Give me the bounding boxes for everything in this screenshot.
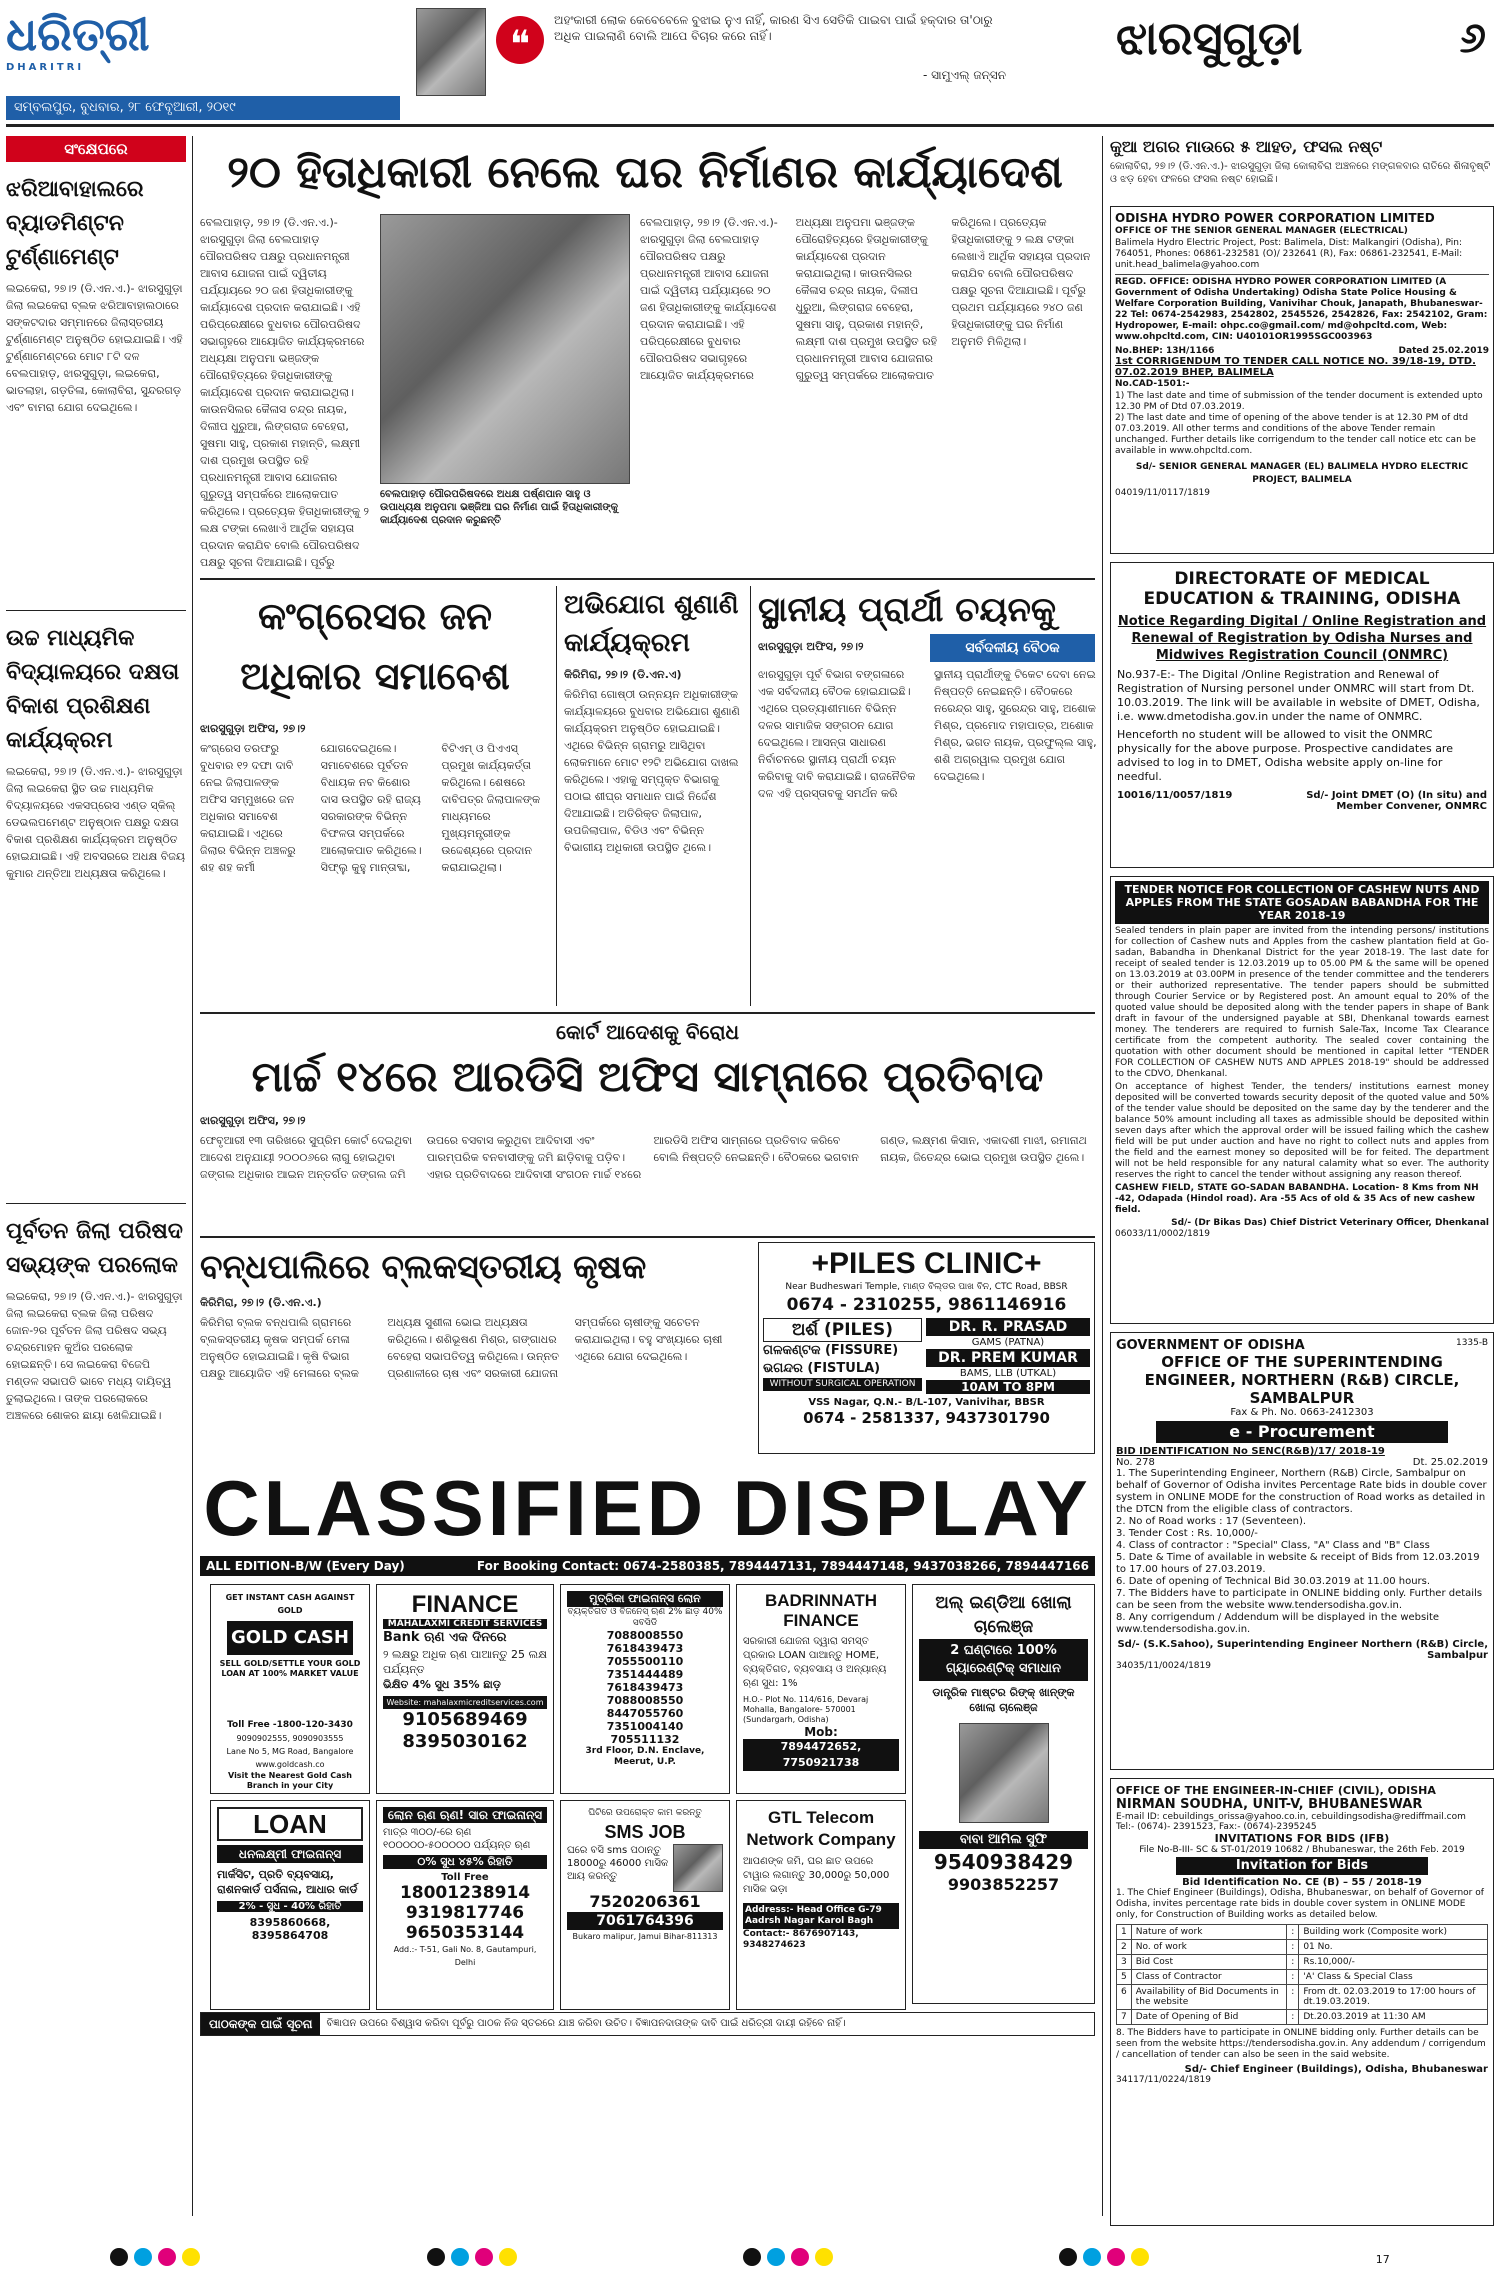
mutra-phone[interactable]: 7351444489 (606, 1668, 684, 1681)
story-rule (200, 1012, 1095, 1014)
allindia-ad (912, 1584, 1095, 2004)
rb-code: 34035/11/0024/1819 (1116, 1661, 1211, 1671)
brief-column (6, 136, 186, 2216)
badrinath-mob-label: Mob: (804, 1725, 838, 1739)
eic-bid-cell: Nature of work (1131, 1925, 1287, 1940)
cashew-title: TENDER NOTICE FOR COLLECTION OF CASHEW NUTS AND APPLES FROM THE STATE GOSADAN BABANDHA FOR THE YEAR 2018-19 (1115, 881, 1489, 924)
eic-intro: 1. The Chief Engineer (Buildings), Odisha, Bhubaneswar, on behalf of Governor of Odisha, invites percentage rate bids in double cover system in ONLINE MODE only, for Construction of Building works as detailed below. (1116, 1888, 1484, 1920)
rb-point: 2. No of Road works : 17 (Seventeen). (1116, 1516, 1307, 1527)
ohpc-cad: No.CAD-1501:- (1115, 379, 1190, 389)
dmet-code: 10016/11/0057/1819 (1117, 790, 1233, 801)
piles-clinic-ad (758, 1242, 1095, 1454)
badrinath-addr: H.O.- Plot No. 114/616, Devaraj Mohalla, Bangalore- 570001 (Sundargarh, Odisha) (743, 1695, 869, 1724)
finance-phone-1[interactable]: 9105689469 (402, 1709, 528, 1730)
piles-item: ଅର୍ଶ (PILES) (763, 1318, 922, 1342)
classified-banner (200, 1460, 1095, 1580)
mutra-line: ବ୍ୟକ୍ତିଗତ ଓ ବିଜନେସ୍ ଋଣ 2% ଛାଡ଼ 40% ସବସିଡି (567, 1607, 723, 1628)
dmet-body-2: Henceforth no student will be allowed to visit the ONMRC physically for the above purpose. Prospective candidates are advised to log in to DMET, Odisha website apply on-line for needful. (1117, 728, 1453, 783)
eic-bid-cell: Rs.10,000/- (1299, 1955, 1488, 1970)
eic-bid-cell: : (1287, 1955, 1299, 1970)
reader-notice (200, 2012, 1095, 2036)
eic-title: OFFICE OF THE ENGINEER-IN-CHIEF (CIVIL), ODISHA (1116, 1784, 1436, 1797)
quote-text: ଅହଂକାରୀ ଲୋକ କେବେବେଳେ ବୁଝାଇ ନୁଏ ନାହିଁ, କାରଣ ସିଏ ସେତିକି ପାଇବା ପାଇଁ ହକ୍‌ଦାର ତା'ଠାରୁ ଅଧିକ ପାଇଲାଣି ବୋଲି ଆପେ ବିଚାର କରେ ନାହିଁ। (554, 13, 993, 43)
rb-fax: Fax & Ph. No. 0663-2412303 (1230, 1407, 1374, 1418)
eic-bid-cell: : (1287, 2010, 1299, 2025)
mutra-title: ମୁତ୍ରିକା ଫାଇନାନ୍ସ ଲୋନ (567, 1591, 723, 1607)
ohpc-tender (1110, 206, 1494, 554)
piles-timing: 10AM TO 8PM (926, 1380, 1090, 1394)
register-mark (110, 2248, 206, 2270)
rb-no: No. 278 (1116, 1457, 1155, 1468)
badrinath-ad (736, 1584, 906, 1794)
eic-email: E-mail ID: cebuildings_orissa@yahoo.co.in, cebuildingsodisha@rediffmail.com (1116, 1812, 1466, 1822)
column-rule (192, 136, 193, 2216)
eic-bid-cell: Dt.20.03.2019 at 11:30 AM (1299, 2010, 1488, 2025)
farmers-dateline: କିରିମିରା, ୨୭।୨ (ଡି.ଏନ.ଏ.) (200, 1296, 322, 1309)
mutra-phone[interactable]: 7088008550 (606, 1694, 684, 1707)
eic-bid-cell: 1 (1117, 1925, 1132, 1940)
grievance-dateline: କିରିମିରା, ୨୭।୨ (ଡି.ଏନ.ଏ) (564, 668, 682, 681)
eic-bid-id: Bid Identification No. CE (B) – 55 / 2018-19 (1182, 1877, 1422, 1888)
protest-headline: ମାର୍ଚ୍ଚ ୧୪ରେ ଆରଡିସି ଅଫିସ ସାମ୍ନାରେ ପ୍ରତିବାଦ (251, 1052, 1044, 1101)
ohpc-address: Balimela Hydro Electric Project, Post: Balimela, Dist: Malkangiri (Odisha), Pin: 764051, Phones: 06861-232581 (O)/ 232641 (R), Fax: 06861-232541, E-Mail: unit.head_balimela@yahoo.com (1115, 238, 1463, 270)
gtl-addr: Address:- Head Office G-79 Aadrsh Nagar Karol Bagh (743, 1903, 899, 1929)
sms-phone-2[interactable]: 7061764396 (567, 1912, 723, 1930)
eic-bid-cell: 01 No. (1299, 1940, 1488, 1955)
finance-line2: ୨ ଲକ୍ଷରୁ ଅଧିକ ଋଣ ପାଆନ୍ତୁ 25 ଲକ୍ଷ ପର୍ଯ୍ୟନ୍ତ (383, 1648, 547, 1676)
cashew-body-2: On acceptance of highest Tender, the tenders/ institutions earnest money deposited will be converted towards security deposit of the quoted value and 50% of the tender value should be deposited on the same day by the tenderer and the balance 50% amount including all taxes as admissible should be deposited within seven days after which the approval order will be issued failing which the cashew field will be put under auction and have no right to collect nuts and apples from the field and the earnest money so deposited will be for feited. The department will not be held responsible for any natural calamity what so ever. The authority reserves the right to cancel the tender without assigning any reason thereof. (1115, 1082, 1489, 1180)
loan-title: LOAN (217, 1807, 363, 1841)
rb-date: Dt. 25.02.2019 (1412, 1457, 1488, 1468)
piles-phone[interactable]: 0674 - 2310255, 9861146916 (786, 1295, 1067, 1315)
eic-bid-cell: Date of Opening of Bid (1131, 2010, 1287, 2025)
cashew-sign: Sd/- (Dr Bikas Das) Chief District Veterinary Officer, Dhenkanal (1171, 1218, 1489, 1228)
lonrun-title: ଲୋନ ଋଣ ଋଣ! ସାର ଫାଇନାନ୍ସ (383, 1807, 547, 1823)
protest-kicker: କୋର୍ଟ ଆଦେଶକୁ ବିରୋଧ (555, 1020, 740, 1044)
fire-headline: କୁଆ ଅଗର ମାଉରେ ୫ ଆହତ, ଫସଲ ନଷ୍ଟ (1110, 137, 1383, 156)
loan-line: ମାର୍କସିଟ, ପ୍ରତି ବ୍ୟବସାୟ, ରାଶନକାର୍ଡ ପର୍ସନାଲ, ଆଧାର କାର୍ଡ (217, 1868, 358, 1896)
loan-rate: 2% - ସୁଧ - 40% ରିହାତି (217, 1901, 363, 1912)
piles-note: WITHOUT SURGICAL OPERATION (763, 1378, 922, 1391)
eic-bid-table (1116, 1924, 1488, 2025)
gtl-body: ଆପଣଙ୍କ ଜମି, ଘର ଛାତ ଉପରେ ଟାୱାର ଲଗାନ୍ତୁ 30,000ରୁ 50,000 ମାସିକ ଭଡ଼ା (743, 1856, 890, 1895)
sms-ad (560, 1800, 730, 2010)
logo-english: DHARITRI (6, 62, 85, 73)
eic-bid-row (1117, 1925, 1488, 1940)
section-title: ଝାରସୁଗୁଡ଼ା (1116, 11, 1303, 65)
mutra-phone[interactable]: 8447055760 (606, 1707, 684, 1720)
eic-bid-cell: 5 (1117, 1970, 1132, 1985)
page-number: ୬ (1459, 13, 1486, 62)
piles-doctor-2: DR. PREM KUMAR (926, 1349, 1090, 1367)
top-story-headline: ୨୦ ହିତାଧିକାରୀ ନେଲେ ଘର ନିର୍ମାଣର କାର୍ଯ୍ୟାଦେଶ (227, 147, 1063, 198)
ohpc-sub: OFFICE OF THE SENIOR GENERAL MANAGER (ELECTRICAL) (1115, 226, 1408, 236)
rb-point: 6. Date of opening of Technical Bid 30.03.2019 at 11.00 hours. (1116, 1576, 1431, 1587)
fire-body: କୋଲାବିରା, ୨୭।୨ (ଡି.ଏନ.ଏ.)- ଝାରସୁଗୁଡ଼ା ଜିଲା କୋଲାବିରା ଅଞ୍ଚଳରେ ମଙ୍ଗଳବାର ରାତିରେ ଶିଳାବୃଷ୍ଟି ଓ ଝଡ଼ ହେବା ଫଳରେ ଫସଲ ନଷ୍ଟ ହୋଇଛି। (1110, 161, 1491, 185)
top-story-body-continued: ବେଲପାହାଡ଼, ୨୭।୨ (ଡି.ଏନ.ଏ.)- ଝାରସୁଗୁଡ଼ା ଜିଲା ବେଲପାହାଡ଼ ପୌରପରିଷଦ ପକ୍ଷରୁ ପ୍ରଧାନମନ୍ତ୍ରୀ ଆବାସ ଯୋଜନା ପାଇଁ ଦ୍ୱିତୀୟ ପର୍ଯ୍ୟାୟରେ ୨୦ ଜଣ ହିତାଧିକାରୀଙ୍କୁ କାର୍ଯ୍ୟାଦେଶ ପ୍ରଦାନ କରାଯାଇଛି। ଏହି ପରିପ୍ରେକ୍ଷୀରେ ବୁଧବାର ପୌରପରିଷଦ ସଭାଗୃହରେ ଆୟୋଜିତ କାର୍ଯ୍ୟକ୍ରମରେ ଅଧ୍ୟକ୍ଷା ଅନୁପମା ଭଞ୍ଜଙ୍କ ପୌରୋହିତ୍ୟରେ ହିତାଧିକାରୀଙ୍କୁ କାର୍ଯ୍ୟାଦେଶ ପ୍ରଦାନ କରାଯାଇଥିଲା। କାଉନସିଲର କୈଳାସ ଚନ୍ଦ୍ର ନାୟକ, ଦିଲୀପ ଧୁରୁଆ, ଲିଙ୍ଗରାଜ ବେହେରା, ସୁଷମା ସାହୁ, ପ୍ରକାଶ ମହାନ୍ତି, ଲକ୍ଷ୍ମୀ ଦାଶ ପ୍ରମୁଖ ଉପସ୍ଥିତ ରହି ପ୍ରଧାନମନ୍ତ୍ରୀ ଆବାସ ଯୋଜନାର ଗୁରୁତ୍ୱ ସମ୍ପର୍କରେ ଆଲୋକପାତ କରିଥିଲେ। ପ୍ରତ୍ୟେକ ହିତାଧିକାରୀଙ୍କୁ ୨ ଲକ୍ଷ ଟଙ୍କା ଲେଖାଏଁ ଆର୍ଥିକ ସହାୟତା ପ୍ରଦାନ କରାଯିବ ବୋଲି ପୌରପରିଷଦ ପକ୍ଷରୁ ସୂଚନା ଦିଆଯାଇଛି। ପୂର୍ବରୁ ପ୍ରଥମ ପର୍ଯ୍ୟାୟରେ ୨୪୦ ଜଣ ହିତାଧିକାରୀଙ୍କୁ ଘର ନିର୍ମାଣ ଅନୁମତି ମିଳିଥିଲା। (640, 216, 1091, 382)
brief-title: ଝରିଆବାହାଲରେ ବ୍ୟାଡମିଣ୍ଟନ ଟୁର୍ଣ୍ଣାମେଣ୍ଟ (6, 176, 144, 270)
mutra-phone[interactable]: 705511132 (610, 1733, 680, 1746)
mutra-ad (560, 1584, 730, 1794)
loan-ad (210, 1800, 370, 2010)
badrinath-body: ସରକାରୀ ଯୋଜନା ଦ୍ୱାରା ସମସ୍ତ ପ୍ରକାର LOAN ପାଆନ୍ତୁ HOME, ବ୍ୟକ୍ତିଗତ, ବ୍ୟବସାୟ ଓ ଅନ୍ୟାନ୍ୟ ଋଣ ସୁଧ: 1% (743, 1636, 887, 1689)
ohpc-title: ODISHA HYDRO POWER CORPORATION LIMITED (1115, 211, 1435, 225)
loan-phones[interactable]: 8395860668, 8395864708 (249, 1916, 331, 1942)
brief-title: ଉଚ୍ଚ ମାଧ୍ୟମିକ ବିଦ୍ୟାଳୟରେ ଦକ୍ଷତା ବିକାଶ ପ୍ରଶିକ୍ଷଣ କାର୍ଯ୍ୟକ୍ରମ (6, 625, 180, 753)
finance-sub: MAHALAXMI CREDIT SERVICES (383, 1619, 547, 1629)
lonrun-phone[interactable]: 9319817746 (405, 1903, 525, 1923)
author-portrait (416, 8, 486, 96)
finance-title: FINANCE (411, 1591, 519, 1618)
allindia-line: 2 ଘଣ୍ଟାରେ 100% ଗ୍ୟାରେଣ୍ଟିକ୍ ସମାଧାନ (919, 1639, 1088, 1681)
quote-author: - ସାମୁଏଲ୍ ଜନ୍‌ସନ (922, 68, 1006, 82)
lonrun-addr: Add.:- T-51, Gali No. 8, Gautampuri, Delhi (393, 1945, 537, 1967)
sms-pre: ଘିଟିରେ ଉପରୋକ୍ତ କାମ କରନ୍ତୁ (588, 1808, 702, 1818)
logo-text: ଧରିତ୍ରୀ (6, 7, 150, 61)
piles-doctor-1-qual: GAMS (PATNA) (971, 1337, 1045, 1348)
ohpc-regd: REGD. OFFICE: ODISHA HYDRO POWER CORPORATION LIMITED (A Government of Odisha Undertaking) Odisha State Police Housing & Welfare Corporation Building, Vanivihar Chouk, Janapath, Bhubaneswar-22 Tel: 0674-2542983, 2542802, 2545526, 2542826, Fax: 2542102, Gram: Hydropower, E-mail: ohpc.co@gmail.com/ md@ohpcltd.com, Web: www.ohpcltd.com, CIN: U40101OR1995SGC003963 (1115, 274, 1489, 343)
rb-title: GOVERNMENT OF ODISHA (1116, 1338, 1305, 1353)
sms-phone[interactable]: 7520206361 (589, 1892, 701, 1911)
eic-foot: 8. The Bidders have to participate in ONLINE bidding only. Further details can be seen from the website https://tendersodisha.gov.in. Any addendum / corrigendum / cancellation of tender can also be seen in the said website. (1116, 2028, 1486, 2060)
rb-point: 3. Tender Cost : Rs. 10,000/- (1116, 1528, 1258, 1539)
cashew-field: CASHEW FIELD, STATE GO-SADAN BABANDHA. Location- 8 Kms from NH -42, Odapada (Hindol road). Ara -55 Acs of old & 35 Acs of new cashew field. (1115, 1183, 1479, 1215)
goldcash-line: SELL GOLD/SETTLE YOUR GOLD LOAN AT 100% MARKET VALUE (219, 1659, 361, 1678)
protest-dateline: ଝାରସୁଗୁଡ଼ା ଅଫିସ, ୨୭।୨ (200, 1114, 306, 1127)
eic-bid-cell: Class of Contractor (1131, 1970, 1287, 1985)
dmet-notice (1110, 562, 1494, 868)
reader-notice-label: ପାଠକଙ୍କ ପାଇଁ ସୂଚନା (201, 2013, 320, 2035)
ohpc-ref: No.BHEP: 13H/1166 (1115, 346, 1215, 356)
rb-point: 4. Class of contractor : "Special" Class, "A" Class and "B" Class (1116, 1540, 1430, 1551)
mutra-phone[interactable]: 7088008550 (606, 1629, 684, 1642)
finance-line3: ଭିକ୍ଷିତ 4% ସୁଧ 35% ଛାଡ଼ (383, 1678, 501, 1691)
lonrun-tollfree: Toll Free (441, 1872, 489, 1883)
eic-file: File No-B-III- SC & ST-01/2019 10682 / Bhubaneswar, the 26th Feb. 2019 (1139, 1845, 1465, 1855)
goldcash-top: GET INSTANT CASH AGAINST GOLD (225, 1593, 355, 1615)
top-story-body: ବେଲପାହାଡ଼, ୨୭।୨ (ଡି.ଏନ.ଏ.)- ଝାରସୁଗୁଡ଼ା ଜିଲା ବେଲପାହାଡ଼ ପୌରପରିଷଦ ପକ୍ଷରୁ ପ୍ରଧାନମନ୍ତ୍ରୀ ଆବାସ ଯୋଜନା ପାଇଁ ଦ୍ୱିତୀୟ ପର୍ଯ୍ୟାୟରେ ୨୦ ଜଣ ହିତାଧିକାରୀଙ୍କୁ କାର୍ଯ୍ୟାଦେଶ ପ୍ରଦାନ କରାଯାଇଛି। ଏହି ପରିପ୍ରେକ୍ଷୀରେ ବୁଧବାର ପୌରପରିଷଦ ସଭାଗୃହରେ ଆୟୋଜିତ କାର୍ଯ୍ୟକ୍ରମରେ ଅଧ୍ୟକ୍ଷା ଅନୁପମା ଭଞ୍ଜଙ୍କ ପୌରୋହିତ୍ୟରେ ହିତାଧିକାରୀଙ୍କୁ କାର୍ଯ୍ୟାଦେଶ ପ୍ରଦାନ କରାଯାଇଥିଲା। କାଉନସିଲର କୈଳାସ ଚନ୍ଦ୍ର ନାୟକ, ଦିଲୀପ ଧୁରୁଆ, ଲିଙ୍ଗରାଜ ବେହେରା, ସୁଷମା ସାହୁ, ପ୍ରକାଶ ମହାନ୍ତି, ଲକ୍ଷ୍ମୀ ଦାଶ ପ୍ରମୁଖ ଉପସ୍ଥିତ ରହି ପ୍ରଧାନମନ୍ତ୍ରୀ ଆବାସ ଯୋଜନାର ଗୁରୁତ୍ୱ ସମ୍ପର୍କରେ ଆଲୋକପାତ କରିଥିଲେ। ପ୍ରତ୍ୟେକ ହିତାଧିକାରୀଙ୍କୁ ୨ ଲକ୍ଷ ଟଙ୍କା ଲେଖାଏଁ ଆର୍ଥିକ ସହାୟତା ପ୍ରଦାନ କରାଯିବ ବୋଲି ପୌରପରିଷଦ ପକ୍ଷରୁ ସୂଚନା ଦିଆଯାଇଛି। ପୂର୍ବରୁ (200, 216, 370, 569)
eic-bid-cell: 3 (1117, 1955, 1132, 1970)
classified-booking[interactable]: For Booking Contact: 0674-2580385, 7894447131, 7894447148, 9437038266, 7894447166 (476, 1559, 1089, 1573)
finance-web[interactable]: Website: mahalaxmicreditservices.com (383, 1696, 547, 1709)
piles-doctor-1: DR. R. PRASAD (926, 1318, 1090, 1336)
rb-banner: e - Procurement (1156, 1421, 1448, 1443)
cashew-body: Sealed tenders in plain paper are invited from the intending persons/ institutions for collection of Cashew nuts and Apples from the cashew plantation field at Go-sadan, Babandha in Dhenkanal District for the year 2018-19. The last date for receipt of sealed tender is 12.03.2019 up to 05.00 PM & the same will be opened on 13.03.2019 at 03.00PM in presence of the tender committee and the tenderers or their authorized representative. The tender papers should be submitted through Courier Service or by Registered post. An amount equal to 20% of the quoted value should be deposited along with the tender papers in shape of Bank draft in favour of the undersigned payable at SBI, Dhenkanal towards earnest money. The tenderers are required to furnish Sale-Tax, Income Tax Clearance certificate from the competent authority. The sealed cover containing the quotation with other document should be mentioned in capital letter "TENDER FOR COLLECTION OF CASHEW NUTS AND APPLES 2018-19" should be addressed to the CDVO, Dhenkanal. (1115, 926, 1489, 1079)
mutra-phone-list (567, 1629, 723, 1746)
goldcash-web[interactable]: www.goldcash.co (255, 1760, 325, 1769)
register-mark (1059, 2248, 1155, 2270)
registration-marks (0, 2244, 1500, 2274)
quote-mark-icon: ❝ (496, 16, 544, 64)
brief-body: ଲଇକେରା, ୨୭।୨ (ଡି.ଏନ.ଏ.)- ଝାରସୁଗୁଡ଼ା ଜିଲା ଲଇକେରା ବ୍ଲକ ଜିଲା ପରିଷଦ ଜୋନ-୨ର ପୂର୍ବତନ ଜିଲା ପରିଷଦ ସଭ୍ୟ ଚନ୍ଦ୍ରମୋହନ କୁଅଁର ପରଲୋକ ହୋଇଛନ୍ତି। ସେ ଲଇକେରା ବିଜେପି ମଣ୍ଡଳ ସଭାପତି ଭାବେ ମଧ୍ୟ ଦାୟିତ୍ୱ ତୁଲାଇଥିଲେ। ତାଙ୍କ ପରଲୋକରେ ଅଞ୍ଚଳରେ ଶୋକର ଛାୟା ଖେଳିଯାଇଛି। (6, 1290, 183, 1422)
column-rule (1102, 136, 1103, 2216)
eic-invite: INVITATIONS FOR BIDS (IFB) (1214, 1832, 1390, 1845)
congress-dateline: ଝାରସୁଗୁଡ଼ା ଅଫିସ, ୨୭।୨ (200, 722, 306, 735)
grievance-body: କିରିମିରା ଗୋଷ୍ଠୀ ଉନ୍ନୟନ ଅଧିକାରୀଙ୍କ କାର୍ଯ୍ୟାଳୟରେ ବୁଧବାର ଅଭିଯୋଗ ଶୁଣାଣି କାର୍ଯ୍ୟକ୍ରମ ଅନୁଷ୍ଠିତ ହୋଇଯାଇଛି। ଏଥିରେ ବିଭିନ୍ନ ଗ୍ରାମରୁ ଆସିଥିବା ଲୋକମାନେ ମୋଟ ୧୨ଟି ଅଭିଯୋଗ ଦାଖଲ କରିଥିଲେ। ଏହାକୁ ସମ୍ପୃକ୍ତ ବିଭାଗକୁ ପଠାଇ ଶୀଘ୍ର ସମାଧାନ ପାଇଁ ନିର୍ଦ୍ଦେଶ ଦିଆଯାଇଛି। ଅତିରିକ୍ତ ଜିଲାପାଳ, ଉପଜିଲାପାଳ, ବିଡିଓ ଏବଂ ବିଭିନ୍ନ ବିଭାଗୀୟ ଅଧିକାରୀ ଉପସ୍ଥିତ ଥିଲେ। (564, 688, 740, 854)
lonrun-phone[interactable]: 18001238914 (399, 1883, 531, 1903)
cashew-code: 06033/11/0002/1819 (1115, 1229, 1210, 1239)
ohpc-code: 04019/11/0117/1819 (1115, 488, 1210, 498)
eic-bid-cell: 2 (1117, 1940, 1132, 1955)
rb-code-tr: 1335-B (1455, 1338, 1488, 1348)
lonrun-phone[interactable]: 9650353144 (405, 1923, 525, 1943)
grievance-headline: ଅଭିଯୋଗ ଶୁଣାଣି କାର୍ଯ୍ୟକ୍ରମ (564, 590, 739, 658)
eic-bid-cell: 'A' Class & Special Class (1299, 1970, 1488, 1985)
sms-body: ଘରେ ବସି sms ପଠାନ୍ତୁ 18000ରୁ 46000 ମାସିକ ଆୟ କରନ୍ତୁ (567, 1845, 669, 1882)
brief-item (6, 172, 186, 600)
piles-address: Near Budheswari Temple, ମାଣ୍ଡ ବିଲ୍ଡର ପାଖ ବିନ, CTC Road, BBSR (785, 1282, 1068, 1292)
protest-body: ଫେବୃଆରୀ ୧୩ ତାରିଖରେ ସୁପ୍ରିମ କୋର୍ଟ ଦେଇଥିବା ଆଦେଶ ଅନୁଯାୟୀ ୨୦୦୦୬ରେ ଲାଗୁ ହୋଇଥିବା ଜଙ୍ଗଲ ଅଧିକାର ଆଇନ ଅନ୍ତର୍ଗତ ଜଙ୍ଗଲ ଜମି ଉପରେ ବସବାସ କରୁଥିବା ଆଦିବାସୀ ଏବଂ ପାରମ୍ପରିକ ବନବାସୀଙ୍କୁ ଜମି ଛାଡ଼ିବାକୁ ପଡ଼ିବ। ଏହାର ପ୍ରତିବାଦରେ ଆଦିବାସୀ ସଂଗଠନ ମାର୍ଚ୍ଚ ୧୪ରେ ଆରଡିସି ଅଫିସ ସାମ୍ନାରେ ପ୍ରତିବାଦ କରିବେ ବୋଲି ନିଷ୍ପତ୍ତି ନେଇଛନ୍ତି। ବୈଠକରେ ଭଗବାନ ଗଣ୍ଡ, ଲକ୍ଷ୍ମଣ କିସାନ, ଏକାଦଶୀ ମାଝୀ, ରମାନାଥ ନାୟକ, ଜିତେନ୍ଦ୍ର ଭୋଇ ପ୍ରମୁଖ ଉପସ୍ଥିତ ଥିଲେ। (200, 1134, 1087, 1181)
eic-code: 34117/11/0224/1819 (1116, 2075, 1211, 2085)
classified-bar (200, 1556, 1095, 1576)
mutra-phone[interactable]: 7351004140 (606, 1720, 684, 1733)
piles-doctor-2-qual: BAMS, LLB (UTKAL) (959, 1368, 1057, 1379)
sms-photo (673, 1844, 723, 1892)
candidate-tag: ସର୍ବଦଳୀୟ ବୈଠକ (930, 634, 1095, 662)
eic-sub: NIRMAN SOUDHA, UNIT-V, BHUBANESWAR (1116, 1797, 1423, 1812)
ohpc-point: 1) The last date and time of submission of the tender document is extended upto 12.30 PM of Dtd 07.03.2019. (1115, 391, 1483, 412)
eic-bid-cell: : (1287, 1985, 1299, 2010)
goldcash-tollfree[interactable]: Toll Free -1800-120-3430 (227, 1720, 353, 1730)
eic-bid-cell: : (1287, 1970, 1299, 1985)
rb-sign: Sd/- (S.K.Sahoo), Superintending Engineer Northern (R&B) Circle, Sambalpur (1117, 1639, 1488, 1661)
piles-title: +PILES CLINIC+ (811, 1247, 1042, 1280)
mutra-phone[interactable]: 7055500110 (606, 1655, 684, 1668)
brief-body: ଲଇକେରା, ୨୭।୨ (ଡି.ଏନ.ଏ.)- ଝାରସୁଗୁଡ଼ା ଜିଲା ଲଇକେରା ସ୍ଥିତ ଉଚ୍ଚ ମାଧ୍ୟମିକ ବିଦ୍ୟାଳୟରେ ଏକସପ୍ରେସ ଏଣ୍ଡ ସ୍କିଲ୍ ଡେଭଲପମେଣ୍ଟ ଅନୁଷ୍ଠାନ ପକ୍ଷରୁ ଦକ୍ଷତା ବିକାଶ ପ୍ରଶିକ୍ଷଣ କାର୍ଯ୍ୟକ୍ରମ ଅନୁଷ୍ଠିତ ହୋଇଯାଇଛି। ଏହି ଅବସରରେ ଅଧକ୍ଷ ବିଜୟ କୁମାର ଥନ୍ତିଆ ଅଧ୍ୟକ୍ଷତା କରିଥିଲେ। (6, 765, 185, 880)
column-rule (750, 586, 751, 1006)
brief-label: ସଂକ୍ଷେପରେ (6, 136, 186, 162)
gtl-ad (736, 1800, 906, 2010)
rb-point: 1. The Superintending Engineer, Northern (R&B) Circle, Sambalpur on behalf of Governor of Odisha invites Percentage Rate bids in double cover system in ONLINE MODE for the construction of Road works as detailed in the DTCN from the eligible class of contractors. (1116, 1468, 1487, 1515)
badrinath-mob[interactable]: 7894472652, 7750921738 (743, 1739, 899, 1771)
brief-item (6, 621, 186, 1193)
sms-addr: Bukaro malipur, Jamui Bihar-811313 (572, 1932, 718, 1941)
finance-ad (376, 1584, 554, 1794)
classified-edition: ALL EDITION-B/W (Every Day) (206, 1559, 405, 1573)
ohpc-sign: Sd/- SENIOR GENERAL MANAGER (EL) BALIMELA HYDRO ELECTRIC PROJECT, BALIMELA (1135, 462, 1469, 485)
allindia-phone-2[interactable]: 9903852257 (947, 1875, 1060, 1894)
piles-address-2: VSS Nagar, Q.N.- B/L-107, Vanivihar, BBSR (808, 1397, 1045, 1408)
eic-bid-cell: Availability of Bid Documents in the website (1131, 1985, 1287, 2010)
eic-tel: Tel:- (0674)- 2391523, Fax:- (0674)-2395245 (1116, 1822, 1317, 1832)
congress-headline: କଂଗ୍ରେସର ଜନ ଅଧିକାର ସମାବେଶ (240, 593, 510, 698)
rb-bid-id: BID IDENTIFICATION No SENC(R&B)/17/ 2018-19 (1116, 1446, 1385, 1457)
rb-point: 5. Date & Time of available in website & receipt of Bids from 12.03.2019 to 17.00 hours of 27.03.2019. (1116, 1552, 1480, 1575)
eic-bid-cell: From dt. 02.03.2019 to 17:00 hours of dt.19.03.2019. (1299, 1985, 1488, 2010)
allindia-title: ଅଲ୍ ଇଣ୍ଡିଆ ଖୋଲା ଚାଲେଞ୍ଜ (935, 1593, 1072, 1637)
column-rule (556, 586, 557, 1006)
logo (6, 6, 246, 76)
dmet-body: No.937-E:- The Digital /Online Registration and Renewal of Registration of Nursing personel under ONMRC will start from Dt. 10.03.2019. The link will be available in website of DMET, Odisha, i.e. www.dmetodisha.gov.in under the name of ONMRC. (1117, 668, 1480, 723)
piles-item: ଗଳକଣ୍ଟକ (FISSURE) (763, 1343, 899, 1358)
farmers-body: କିରିମିରା ବ୍ଲକ ବନ୍ଧପାଲି ଗ୍ରାମରେ ବ୍ଲକସ୍ତରୀୟ କୃଷକ ସମ୍ପର୍କ ମେଳା ଅନୁଷ୍ଠିତ ହୋଇଯାଇଛି। କୃଷି ବିଭାଗ ପକ୍ଷରୁ ଆୟୋଜିତ ଏହି ମେଳାରେ ବ୍ଲକ ଅଧ୍ୟକ୍ଷ ସୁଶୀଳା ଭୋଇ ଅଧ୍ୟକ୍ଷତା କରିଥିଲେ। ଶଶିଭୂଷଣ ମିଶ୍ର, ଗଙ୍ଗାଧର ବେହେରା ସଭାପତିତ୍ୱ କରିଥିଲେ। ଉନ୍ନତ ପ୍ରଣାଳୀରେ ଚାଷ ଏବଂ ସରକାରୀ ଯୋଜନା ସମ୍ପର୍କରେ ଚାଷୀଙ୍କୁ ସଚେତନ କରାଯାଇଥିଲା। ବହୁ ସଂଖ୍ୟାରେ ଚାଷୀ ଏଥିରେ ଯୋଗ ଦେଇଥିଲେ। (200, 1316, 723, 1380)
rb-tender (1110, 1332, 1494, 1770)
mutra-addr: 3rd Floor, D.N. Enclave, Meerut, U.P. (585, 1746, 705, 1767)
brief-title: ପୂର୍ବତନ ଜିଲା ପରିଷଦ ସଭ୍ୟଙ୍କ ପରଲୋକ (6, 1218, 183, 1278)
badrinath-title: BADRINNATH FINANCE (764, 1591, 878, 1630)
piles-item: ଭଗନ୍ଦର (FISTULA) (763, 1361, 881, 1376)
candidate-dateline: ଝାରସୁଗୁଡ଼ା ଅଫିସ, ୨୭।୨ (758, 640, 864, 653)
lonrun-ad (376, 1800, 554, 2010)
candidate-headline: ସ୍ଥାନୀୟ ପ୍ରାର୍ଥୀ ଚୟନକୁ (758, 590, 1057, 630)
goldcash-brand: GOLD CASH (227, 1621, 353, 1655)
ohpc-date: Dated 25.02.2019 (1398, 346, 1489, 356)
allindia-body: ଡାନ୍ତ୍ରିକ ମାଷ୍ଟର ରିଙ୍କ୍ ଖାନ୍ଙ୍କ ଖୋଲା ଚାଲେଞ୍ଜ (932, 1686, 1075, 1714)
rb-point: 7. The Bidders have to participate in ONLINE bidding only. Further details can be seen from the website www.tendersodisha.gov.in. (1116, 1588, 1483, 1611)
masthead-rule (6, 124, 1494, 127)
brief-divider (6, 610, 186, 611)
rb-office: OFFICE OF THE SUPERINTENDING ENGINEER, NORTHERN (R&B) CIRCLE, SAMBALPUR (1144, 1353, 1460, 1407)
story-rule (200, 578, 1095, 580)
register-mark (427, 2248, 523, 2270)
eic-tender (1110, 1778, 1494, 2226)
eic-bid-cell: Building work (Composite work) (1299, 1925, 1488, 1940)
page-footer-number: 17 (1375, 2252, 1390, 2266)
baba-photo (959, 1723, 1049, 1823)
rb-point: 8. Any corrigendum / Addendum will be displayed in the website www.tendersodisha.gov.in. (1116, 1612, 1440, 1635)
eic-bid-cell: 7 (1117, 2010, 1132, 2025)
mutra-phone[interactable]: 7618439473 (606, 1681, 684, 1694)
eic-sign: Sd/- Chief Engineer (Buildings), Odisha, Bhubaneswar (1184, 2064, 1488, 2075)
eic-bid-cell: : (1287, 1940, 1299, 1955)
reader-notice-body: ବିଜ୍ଞାପନ ଉପରେ ବିଶ୍ୱାସ କରିବା ପୂର୍ବରୁ ପାଠକ ନିଜ ସ୍ତରରେ ଯାଞ୍ଚ କରିବା ଉଚିତ। ବିଜ୍ଞାପନଦାତାଙ୍କ ଦାବି ପାଇଁ ଧରିତ୍ରୀ ଦାୟୀ ରହିବେ ନାହିଁ। (326, 2018, 846, 2029)
ohpc-notice: 1st CORRIGENDUM TO TENDER CALL NOTICE NO. 39/18-19, DTD. 07.02.2019 BHEP, BALIMELA (1115, 356, 1476, 378)
lonrun-rate: ୦% ସୁଧ ୪୫% ରିହାତି (383, 1855, 547, 1869)
eic-bid-row (1117, 1955, 1488, 1970)
brief-divider (6, 1203, 186, 1204)
cashew-tender (1110, 876, 1494, 1324)
brief-item (6, 1214, 186, 2108)
eic-bid-cell: 6 (1117, 1985, 1132, 2010)
eic-banner: Invitation for Bids (1176, 1857, 1428, 1875)
loan-body: ଧନଲକ୍ଷ୍ମୀ ଫାଇନାନ୍ସ (217, 1845, 363, 1863)
goldcash-visit: Visit the Nearest Gold Cash Branch in your City (228, 1771, 352, 1790)
dateline: ସମ୍ବଲପୁର, ବୁଧବାର, ୨୮ ଫେବୃଆରୀ, ୨୦୧୯ (14, 100, 236, 115)
eic-bid-cell: Bid Cost (1131, 1955, 1287, 1970)
eic-bid-row (1117, 1985, 1488, 2010)
classified-title: CLASSIFIED DISPLAY (203, 1464, 1092, 1552)
dmet-title: DIRECTORATE OF MEDICAL EDUCATION & TRAINING, ODISHA (1143, 569, 1461, 609)
eic-bid-row (1117, 1940, 1488, 1955)
eic-bid-cell: No. of work (1131, 1940, 1287, 1955)
story-rule (200, 1236, 1095, 1238)
top-story-caption: ବେଲପାହାଡ଼ ପୌରପରିଷଦରେ ଅଧକ୍ଷ ପର୍ଷ୍ଣପାନ ସାହୁ ଓ ଉପାଧ୍ୟକ୍ଷ ଅନୁପମା ଭଞ୍ଜିଆ ଘର ନିର୍ମାଣ ପାଇଁ ହିତାଧିକାରୀଙ୍କୁ କାର୍ଯ୍ୟାଦେଶ ପ୍ରଦାନ କରୁଛନ୍ତି (380, 489, 619, 526)
eic-bid-row (1117, 2010, 1488, 2025)
eic-bid-row (1117, 1970, 1488, 1985)
allindia-name: ବାବା ଆମିଲ ସୁଫି (919, 1831, 1088, 1849)
brief-body: ଲଇକେରା, ୨୭।୨ (ଡି.ଏନ.ଏ.)- ଝାରସୁଗୁଡ଼ା ଜିଲା ଲଇକେରା ବ୍ଲକ ଝରିଆବାହାଲଠାରେ ସଙ୍କଟଦାର ସମ୍ମାନରେ ଜିଲାସ୍ତରୀୟ ଟୁର୍ଣ୍ଣାମେଣ୍ଟ ଅନୁଷ୍ଠିତ ହୋଇଯାଇଛି। ଏହି ଟୁର୍ଣ୍ଣାମେଣ୍ଟରେ ମୋଟ ୮ଟି ଦଳ ବେଲପାହାଡ଼, ଝାରସୁଗୁଡ଼ା, ଲଇକେରା, ଭାତଲାହା, ଗଡ଼ତିଳା, କୋଲାବିରା, ସୁନ୍ଦରଗଡ଼ ଏବଂ ବାମରା ଯୋଗ ଦେଇଥିଲେ। (6, 282, 183, 414)
dateline-bar (6, 96, 400, 120)
sms-title: SMS JOB (604, 1822, 686, 1842)
finance-phone-2[interactable]: 8395030162 (402, 1731, 528, 1752)
masthead (6, 6, 1494, 106)
allindia-phone-1[interactable]: 9540938429 (933, 1850, 1074, 1874)
top-story-photo (380, 214, 630, 484)
finance-line1: Bank ଋଣ ଏକ ଦିନରେ (383, 1630, 507, 1645)
gtl-contact[interactable]: Contact:- 8676907143, 9348274623 (743, 1929, 859, 1950)
eic-bid-cell: : (1287, 1925, 1299, 1940)
piles-phone-2[interactable]: 0674 - 2581337, 9437301790 (803, 1409, 1050, 1427)
congress-body: କଂଗ୍ରେସ ତରଫରୁ ବୁଧବାର ୧୨ ଦଫା ଦାବି ନେଇ ଜିଲାପାଳଙ୍କ ଅଫିସ ସମ୍ମୁଖରେ ଜନ ଅଧିକାର ସମାବେଶ କରାଯାଇଛି। ଏଥିରେ ଜିଲାର ବିଭିନ୍ନ ଅଞ୍ଚଳରୁ ଶହ ଶହ କର୍ମୀ ଯୋଗଦେଇଥିଲେ। ସମାବେଶରେ ପୂର୍ବତନ ବିଧାୟକ ନବ କିଶୋର ଦାସ ଉପସ୍ଥିତ ରହି ରାଜ୍ୟ ସରକାରଙ୍କ ବିଭିନ୍ନ ବିଫଳତା ସମ୍ପର୍କରେ ଆଲୋକପାତ କରିଥିଲେ। ସିଫ୍ଲୁ କୁହୁ ମାନ୍ତାବ୍ଦା, ବିଟିଏମ୍ ଓ ପିଏଏସ୍ ପ୍ରମୁଖ କାର୍ଯ୍ୟକର୍ତ୍ତା କରିଥିଲେ। ଶେଷରେ ଦାବିପତ୍ର ଜିଲାପାଳଙ୍କ ମାଧ୍ୟମରେ ମୁଖ୍ୟମନ୍ତ୍ରୀଙ୍କ ଉଦ୍ଦେଶ୍ୟରେ ପ୍ରଦାନ କରାଯାଇଥିଲା। (200, 742, 541, 874)
gtl-title: GTL Telecom Network Company (746, 1808, 896, 1849)
goldcash-ad (210, 1584, 370, 1794)
goldcash-phone[interactable]: 9090902555, 9090903555 (236, 1734, 344, 1743)
dmet-sign: Sd/- Joint DMET (O) (In situ) and Member Convener, ONMRC (1306, 790, 1487, 812)
lonrun-body: ମାତ୍ର ୩୦୦/-ରେ ଋଣ ୧୦୦୦୦୦-୫୦୦୦୦୦ ପର୍ଯ୍ୟନ୍ତ ଋଣ (383, 1827, 531, 1851)
dmet-subject: Notice Regarding Digital / Online Registration and Renewal of Registration by Odisha Nurses and Midwives Registration Council (ONMRC) (1117, 614, 1487, 663)
mutra-phone[interactable]: 7618439473 (606, 1642, 684, 1655)
goldcash-addr: Lane No 5, MG Road, Bangalore (226, 1747, 354, 1756)
register-mark (743, 2248, 839, 2270)
farmers-headline: ବନ୍ଧପାଲିରେ ବ୍ଲକସ୍ତରୀୟ କୃଷକ (200, 1247, 647, 1286)
ohpc-point: 2) The last date and time of opening of the above tender is at 12.30 PM of dtd 07.03.2019. All other terms and conditions of the above Tender remain unchanged. Further details like corrigendum to the tender call notice etc can be available in www.ohpcltd.com. (1115, 413, 1476, 456)
candidate-body: ଝାରସୁଗୁଡ଼ା ପୂର୍ବ ବିଭାଗ ବଙ୍ଗଳାରେ ଏକ ସର୍ବଦଳୀୟ ବୈଠକ ହୋଇଯାଇଛି। ଏଥିରେ ପ୍ରତ୍ୟାଶୀମାନେ ବିଭିନ୍ନ ଦଳର ସାମାଜିକ ସଙ୍ଗଠନ ଯୋଗ ଦେଇଥିଲେ। ଆସନ୍ତା ସାଧାରଣ ନିର୍ବାଚନରେ ସ୍ଥାନୀୟ ପ୍ରାର୍ଥୀ ଚୟନ କରିବାକୁ ଦାବି କରାଯାଇଛି। ରାଜନୈତିକ ଦଳ ଏହି ପ୍ରସ୍ତାବକୁ ସମର୍ଥନ କରି ସ୍ଥାନୀୟ ପ୍ରାର୍ଥୀଙ୍କୁ ଟିକେଟ ଦେବା ନେଇ ନିଷ୍ପତ୍ତି ନେଇଛନ୍ତି। ବୈଠକରେ ନରେନ୍ଦ୍ର ସାହୁ, ସୁରେନ୍ଦ୍ର ସାହୁ, ଅଶୋକ ମିଶ୍ର, ପ୍ରମୋଦ ମହାପାତ୍ର, ଅଶୋକ ମିଶ୍ର, ଭଗତ ନାୟକ, ପ୍ରଫୁଲ୍ଲ ସାହୁ, ଶଶି ଅଗ୍ରୱାଲ ପ୍ରମୁଖ ଯୋଗ ଦେଇଥିଲେ। (758, 668, 1097, 800)
